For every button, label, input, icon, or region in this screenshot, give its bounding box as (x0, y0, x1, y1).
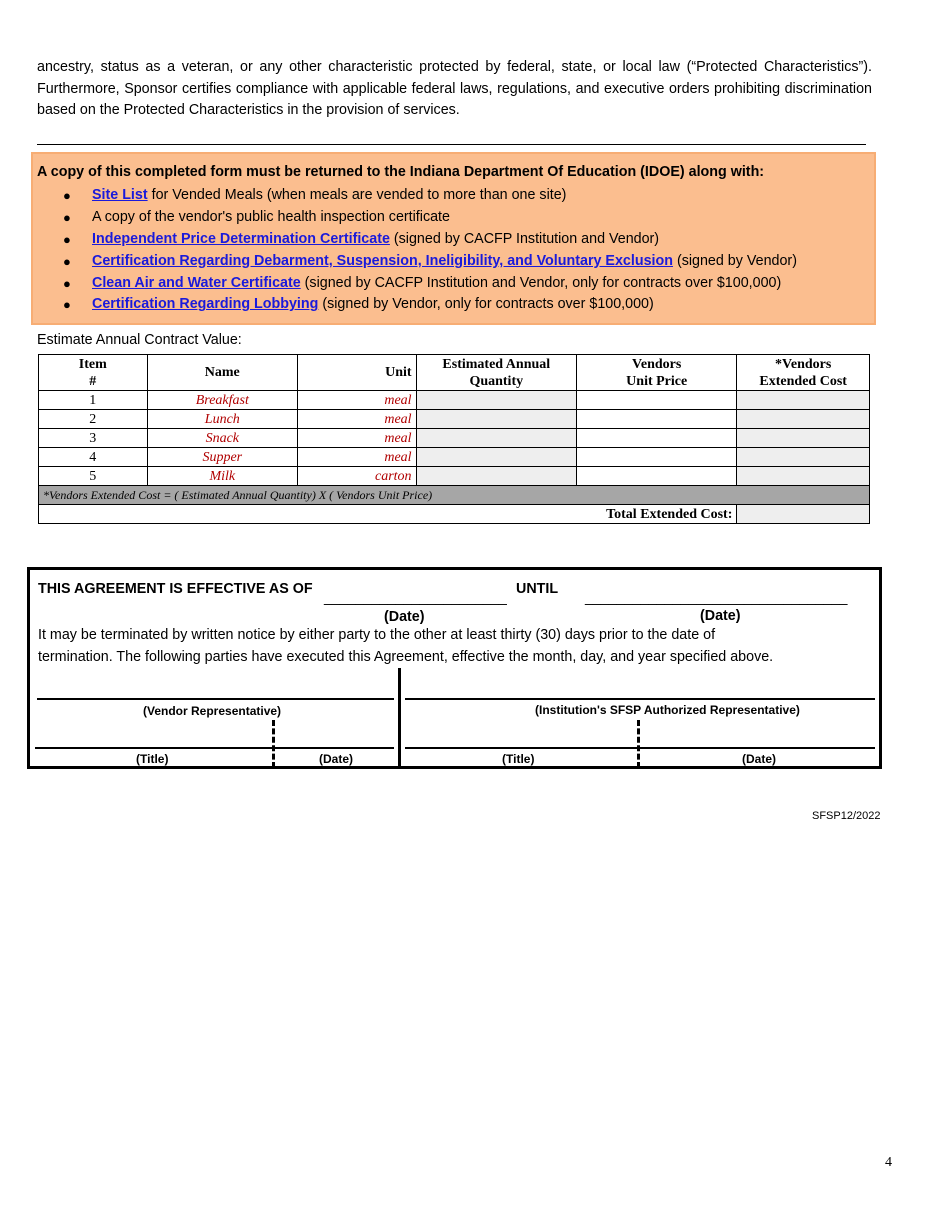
item-unit: meal (298, 410, 417, 429)
list-item-text: (signed by CACFP Institution and Vendor, only for contracts over $100,000) (300, 274, 782, 291)
notice-title: A copy of this completed form must be returned to the Indiana Department Of Education (IDOE) along with: (37, 164, 765, 180)
item-unit: carton (298, 467, 417, 486)
vendor-title-date-line[interactable] (35, 747, 394, 749)
list-item-text: for Vended Meals (when meals are vended to more than one site) (147, 187, 567, 203)
item-number: 2 (39, 410, 148, 429)
institution-title-date-line[interactable] (405, 747, 875, 749)
extended-cost-field[interactable] (737, 467, 870, 486)
lobbying-certification-link[interactable]: Certification Regarding Lobbying (92, 296, 319, 313)
unit-price-field[interactable] (577, 391, 737, 410)
until-date-field[interactable]: _________________________________ (585, 590, 848, 606)
effective-date-label: (Date) (384, 609, 425, 625)
clean-air-water-link[interactable]: Clean Air and Water Certificate (92, 274, 301, 291)
table-row (39, 391, 870, 410)
extended-cost-field[interactable] (737, 448, 870, 467)
bullet-icon: ● (63, 297, 71, 313)
bullet-icon: ● (63, 275, 71, 291)
institution-date-label: (Date) (742, 752, 777, 766)
institution-title-label: (Title) (502, 752, 535, 766)
list-item (33, 251, 797, 273)
bullet-icon: ● (63, 188, 71, 203)
item-unit: meal (298, 429, 417, 448)
effective-date-field[interactable]: _______________________ (324, 590, 507, 606)
unit-price-field[interactable] (577, 410, 737, 429)
section-divider (37, 144, 866, 145)
item-number: 5 (39, 467, 148, 486)
list-item-text: (signed by CACFP Institution and Vendor) (389, 230, 660, 247)
item-number: 4 (39, 448, 148, 467)
agreement-box (27, 567, 882, 769)
header-quantity: Estimated Annual Quantity (416, 355, 576, 391)
quantity-field[interactable] (416, 467, 576, 486)
unit-price-field[interactable] (577, 467, 737, 486)
bullet-icon: ● (63, 231, 71, 247)
list-item (33, 229, 797, 251)
effective-label: THIS AGREEMENT IS EFFECTIVE AS OF (38, 581, 313, 597)
unit-price-field[interactable] (577, 448, 737, 467)
list-item (33, 294, 797, 316)
extended-cost-field[interactable] (737, 429, 870, 448)
quantity-field[interactable] (416, 429, 576, 448)
header-unit-price: Vendors Unit Price (577, 355, 737, 391)
bullet-icon: ● (63, 253, 71, 269)
table-header-row (39, 355, 870, 391)
extended-cost-field[interactable] (737, 410, 870, 429)
institution-signature-line[interactable] (405, 698, 875, 700)
termination-text-line2: termination. The following parties have executed this Agreement, effective the month, day, and year specified above. (38, 649, 774, 665)
header-name: Name (147, 355, 297, 391)
total-label: Total Extended Cost: (39, 505, 737, 524)
item-name: Supper (147, 448, 297, 467)
quantity-field[interactable] (416, 448, 576, 467)
item-unit: meal (298, 448, 417, 467)
list-item (33, 273, 797, 295)
item-name: Milk (147, 467, 297, 486)
table-row (39, 410, 870, 429)
item-number: 3 (39, 429, 148, 448)
institution-rep-label: (Institution's SFSP Authorized Representative) (535, 703, 800, 717)
list-item (33, 207, 797, 229)
formula-row (39, 486, 870, 505)
list-item-text: (signed by Vendor) (672, 252, 797, 269)
submission-notice-box (31, 152, 876, 325)
list-item-text: (signed by Vendor, only for contracts over $100,000) (318, 296, 654, 313)
item-name: Snack (147, 429, 297, 448)
until-label: UNTIL (516, 581, 559, 597)
institution-field-separator (637, 720, 640, 768)
site-list-link[interactable]: Site List (92, 187, 148, 203)
list-item-text: A copy of the vendor's public health inspection certificate (92, 208, 450, 225)
vendor-title-label: (Title) (136, 752, 169, 766)
extended-cost-field[interactable] (737, 391, 870, 410)
vendor-rep-label: (Vendor Representative) (143, 704, 282, 718)
header-extended-cost: *Vendors Extended Cost (737, 355, 870, 391)
bullet-icon: ● (63, 209, 71, 225)
table-row (39, 429, 870, 448)
form-id: SFSP12/2022 (812, 810, 881, 822)
vendor-field-separator (272, 720, 275, 768)
page-number: 4 (885, 1155, 892, 1170)
item-name: Breakfast (147, 391, 297, 410)
item-number: 1 (39, 391, 148, 410)
intro-paragraph: ancestry, status as a veteran, or any other characteristic protected by federal, state, or local law (“Protected Characteristics”). Furthermore, Sponsor certifies compliance with applicable federal laws, regulations, and executive orders prohibiting discrimination based on the Protected Characteristics in the provision of services. (37, 59, 872, 119)
until-date-label: (Date) (700, 608, 741, 624)
unit-price-field[interactable] (577, 429, 737, 448)
termination-text-line1: It may be terminated by written notice by either party to the other at least thirty (30) days prior to the date of (38, 627, 716, 643)
quantity-field[interactable] (416, 391, 576, 410)
item-name: Lunch (147, 410, 297, 429)
table-row (39, 467, 870, 486)
total-extended-cost-field[interactable] (737, 505, 870, 524)
contract-value-table (38, 354, 870, 524)
table-row (39, 448, 870, 467)
vendor-signature-line[interactable] (37, 698, 394, 700)
estimate-label: Estimate Annual Contract Value: (37, 332, 242, 348)
debarment-certification-link[interactable]: Certification Regarding Debarment, Suspension, Ineligibility, and Voluntary Exclusion (92, 252, 673, 269)
required-documents-list (33, 185, 797, 316)
vendor-date-label: (Date) (319, 752, 354, 766)
header-item: Item # (39, 355, 148, 391)
price-determination-link[interactable]: Independent Price Determination Certificate (92, 230, 390, 247)
total-row (39, 505, 870, 524)
quantity-field[interactable] (416, 410, 576, 429)
header-unit: Unit (298, 355, 417, 391)
signature-divider (398, 668, 401, 769)
item-unit: meal (298, 391, 417, 410)
formula-note: *Vendors Extended Cost = ( Estimated Annual Quantity) X ( Vendors Unit Price) (39, 486, 870, 505)
list-item (33, 185, 797, 207)
